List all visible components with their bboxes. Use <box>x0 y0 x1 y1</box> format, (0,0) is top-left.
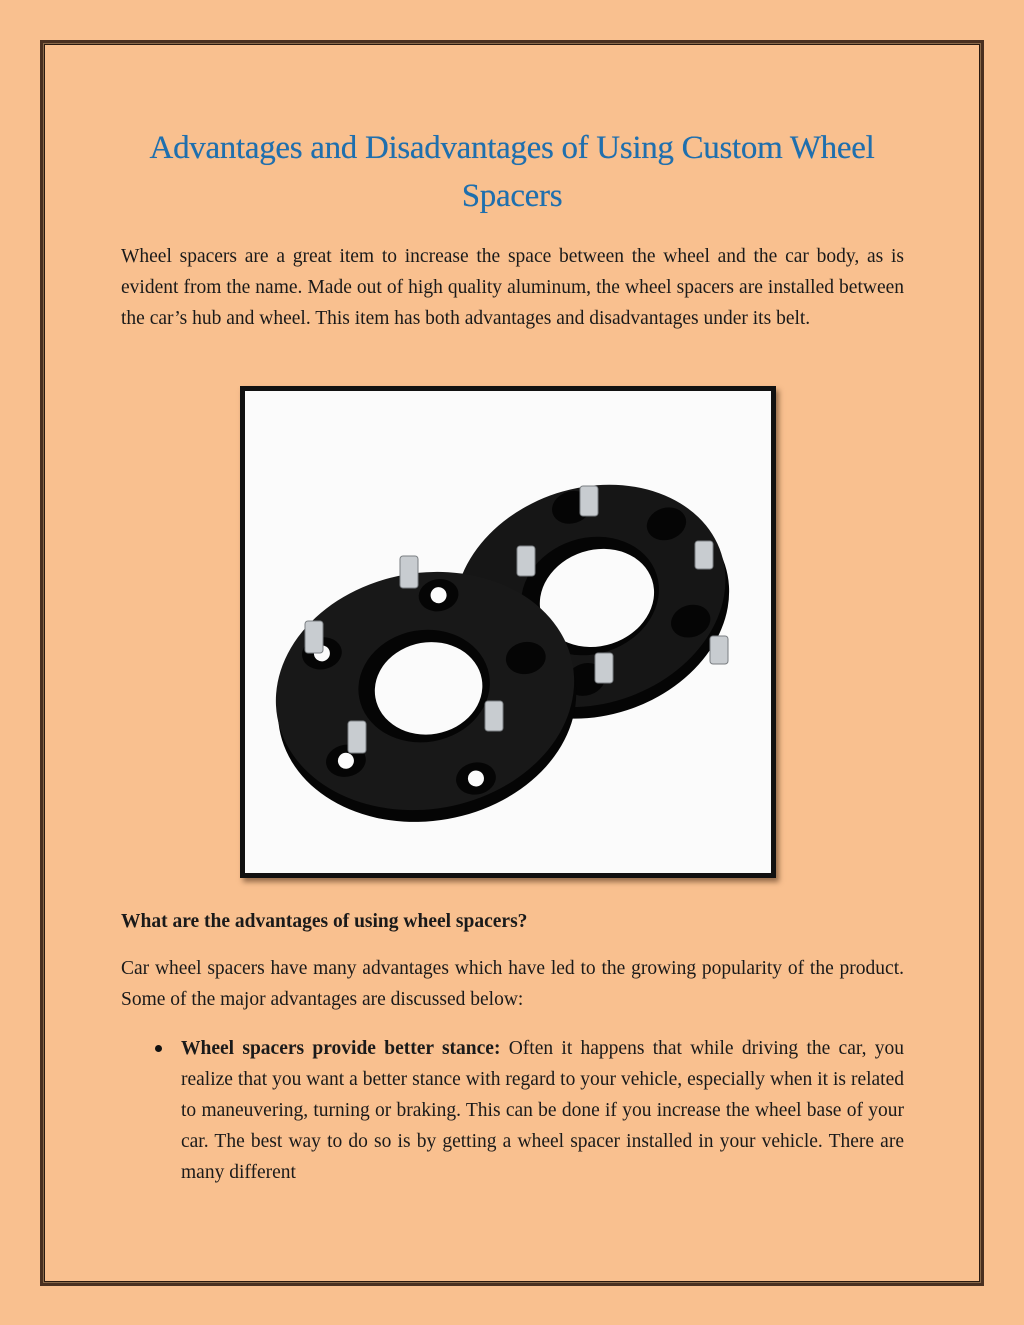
advantages-list <box>121 1033 904 1188</box>
page-title: Advantages and Disadvantages of Using Custom Wheel Spacers <box>149 130 875 214</box>
intro-paragraph: Wheel spacers are a great item to increase the space between the wheel and the car body, as is evident from the name. Made out of high quality aluminum, the wheel spacers are installed between the car’s hub and wheel. This item has both advantages and disadvantages under its belt. <box>121 246 904 329</box>
list-item <box>121 1033 904 1188</box>
wheel-spacers-image <box>240 386 776 878</box>
wheel-spacers-illustration <box>245 391 771 873</box>
advantage-title: Wheel spacers provide better stance: <box>181 1038 501 1059</box>
advantages-heading: What are the advantages of using wheel spacers? <box>121 911 528 932</box>
bullet-icon <box>155 1045 162 1052</box>
advantage-text: Often it happens that while driving the car, you realize that you want a better stance with regard to your vehicle, especially when it is related to maneuvering, turning or braking. This can be done if you increase the wheel base of your car. The best way to do so is by getting a wheel spacer installed in your vehicle. There are many different <box>181 1038 904 1183</box>
advantages-intro-paragraph: Car wheel spacers have many advantages which have led to the growing popularity of the product. Some of the major advantages are discussed below: <box>121 958 904 1010</box>
